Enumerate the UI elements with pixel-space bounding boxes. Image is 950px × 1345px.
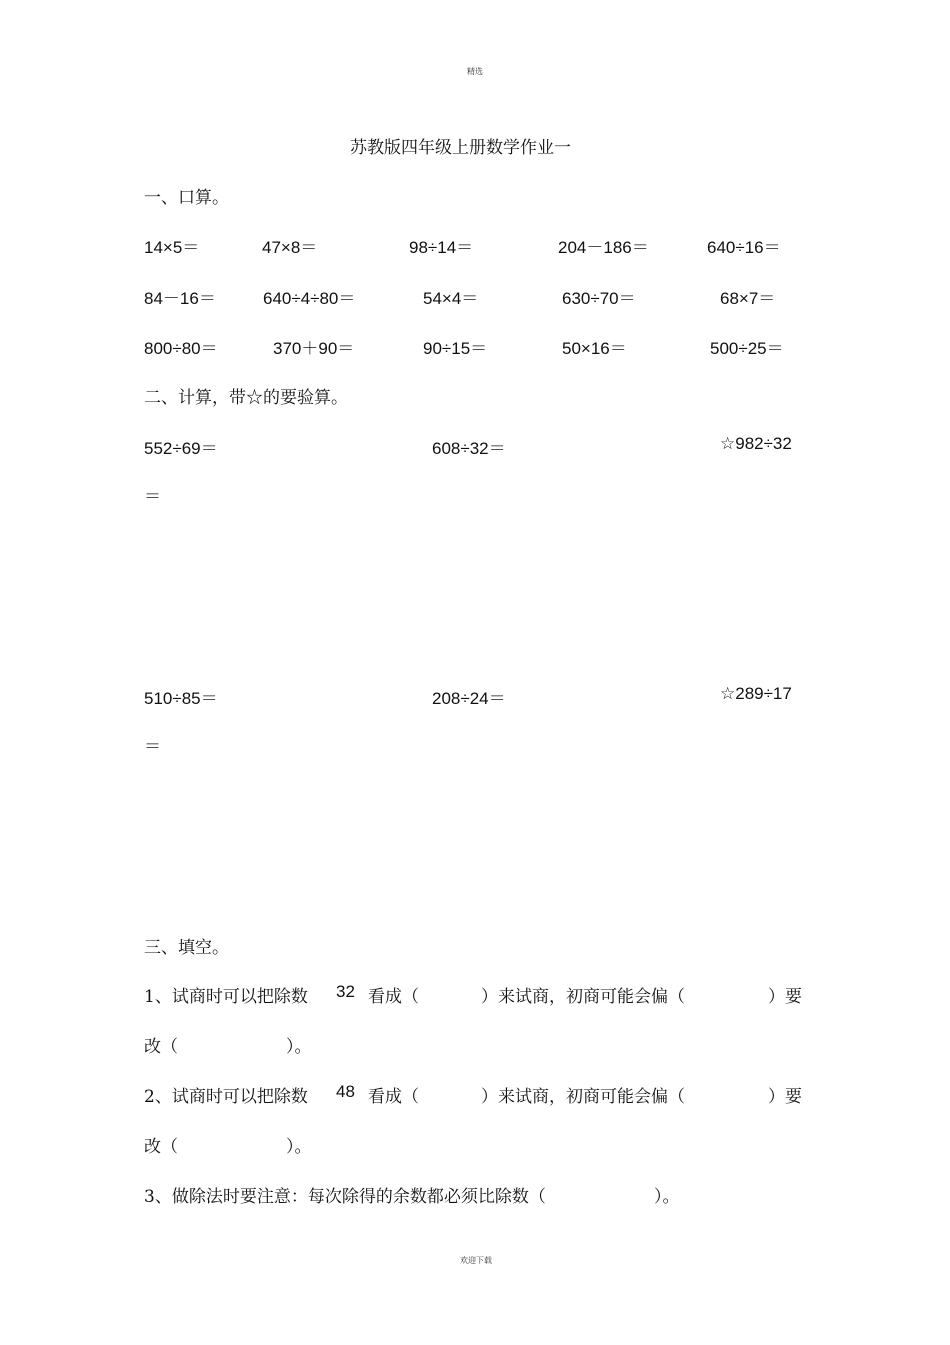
section-1-heading: 一、口算。 — [144, 188, 229, 208]
oral-calc-item: 14×5＝ — [144, 238, 200, 257]
fill-question-3-part: 3、做除法时要注意：每次除得的余数都必须比除数（ — [144, 1187, 546, 1207]
calc-item: 608÷32＝ — [432, 439, 506, 458]
fill-question-1-part: 1、试商时可以把除数 — [144, 987, 308, 1007]
fill-question-1-part: 看成（ — [368, 987, 419, 1007]
oral-calc-item: 84－16＝ — [144, 289, 216, 308]
page-header: 精选 — [467, 67, 483, 76]
calc-item-starred: ☆289÷17 — [720, 684, 792, 703]
oral-calc-item: 800÷80＝ — [144, 339, 218, 358]
fill-question-3-part: ）。 — [654, 1187, 680, 1207]
oral-calc-item: 54×4＝ — [423, 289, 479, 308]
oral-calc-item: 98÷14＝ — [409, 238, 474, 257]
fill-question-2-number: 48 — [336, 1082, 355, 1101]
calc-item: 552÷69＝ — [144, 439, 218, 458]
calc-item: 208÷24＝ — [432, 689, 506, 708]
fill-question-2-part: 2、试商时可以把除数 — [144, 1087, 308, 1107]
fill-question-1-number: 32 — [336, 982, 355, 1001]
fill-question-1-part: ）来试商，初商可能会偏（ — [481, 987, 685, 1007]
calc-item-starred: ☆982÷32 — [720, 434, 792, 453]
oral-calc-item: 50×16＝ — [562, 339, 627, 358]
fill-question-2-part: 改（ — [144, 1137, 178, 1157]
calc-item-wrap: ＝ — [144, 737, 161, 756]
oral-calc-item: 500÷25＝ — [710, 339, 784, 358]
fill-question-1-part: 改（ — [144, 1037, 178, 1057]
oral-calc-item: 204－186＝ — [558, 238, 649, 257]
calc-item-wrap: ＝ — [144, 487, 161, 506]
fill-question-2-part: ）要 — [768, 1087, 802, 1107]
oral-calc-item: 68×7＝ — [720, 289, 776, 308]
section-2-heading: 二、计算，带☆的要验算。 — [144, 388, 348, 408]
fill-question-1-part: ）。 — [286, 1037, 312, 1057]
fill-question-2-part: ）来试商，初商可能会偏（ — [481, 1087, 685, 1107]
oral-calc-item: 640÷4÷80＝ — [263, 289, 356, 308]
oral-calc-item: 370＋90＝ — [273, 339, 355, 358]
fill-question-2-part: ）。 — [286, 1137, 312, 1157]
oral-calc-item: 640÷16＝ — [707, 238, 781, 257]
calc-item: 510÷85＝ — [144, 689, 218, 708]
fill-question-2-part: 看成（ — [368, 1087, 419, 1107]
section-3-heading: 三、填空。 — [144, 938, 229, 958]
oral-calc-item: 90÷15＝ — [423, 339, 488, 358]
fill-question-1-part: ）要 — [768, 987, 802, 1007]
oral-calc-item: 630÷70＝ — [562, 289, 636, 308]
oral-calc-item: 47×8＝ — [262, 238, 318, 257]
document-title: 苏教版四年级上册数学作业一 — [350, 138, 571, 158]
page-footer: 欢迎下载 — [460, 1256, 492, 1265]
